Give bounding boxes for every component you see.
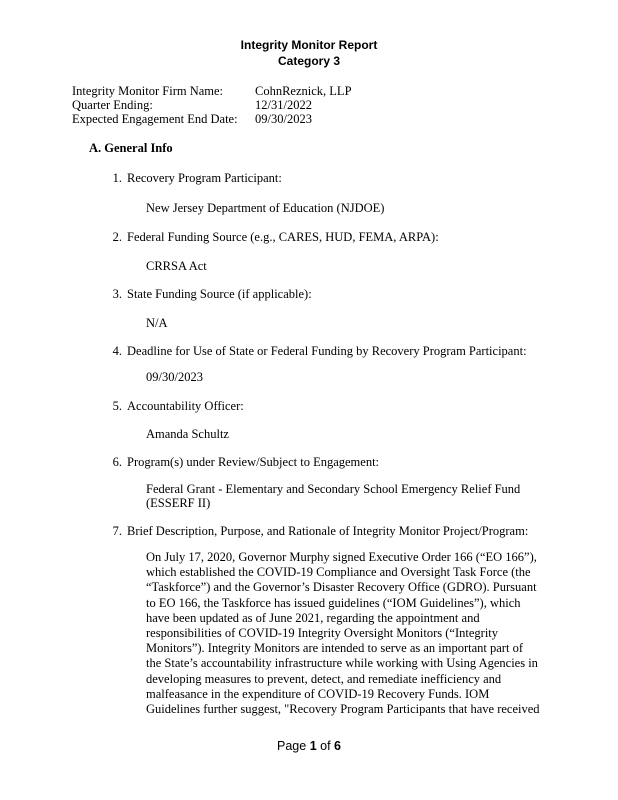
item-number: 1.: [112, 171, 122, 185]
item-answer: CRRSA Act: [146, 259, 207, 273]
item-answer: New Jersey Department of Education (NJDOE): [146, 201, 385, 215]
paragraph-line: Guidelines further suggest, "Recovery Program Participants that have received: [146, 701, 540, 716]
item-question: Brief Description, Purpose, and Rationale of Integrity Monitor Project/Program:: [127, 524, 529, 538]
item-number: 4.: [112, 344, 122, 358]
paragraph-line: the State’s accountability infrastructure while working with Using Agencies in: [146, 656, 538, 671]
page-total: 6: [334, 739, 341, 753]
item-number: 6.: [112, 455, 122, 469]
item-answer: Amanda Schultz: [146, 427, 229, 441]
page-word: Page: [277, 739, 307, 753]
report-title: Integrity Monitor Report: [240, 38, 378, 52]
item-question: Recovery Program Participant:: [127, 171, 282, 185]
item-question: Deadline for Use of State or Federal Funding by Recovery Program Participant:: [127, 344, 527, 358]
report-category: Category 3: [277, 54, 341, 68]
item-question: Federal Funding Source (e.g., CARES, HUD, FEMA, ARPA):: [127, 230, 439, 244]
quarter-ending-label: Quarter Ending:: [72, 98, 153, 112]
item-answer: Federal Grant - Elementary and Secondary School Emergency Relief Fund: [146, 482, 521, 496]
item-answer: 09/30/2023: [146, 370, 203, 384]
paragraph-line: Monitors”). Integrity Monitors are intended to serve as an important part of: [146, 641, 523, 656]
page-footer: [0, 739, 618, 753]
paragraph-line: responsibilities of COVID-19 Integrity Oversight Monitors (“Integrity: [146, 625, 499, 640]
of-word: of: [320, 739, 331, 753]
firm-name-label: Integrity Monitor Firm Name:: [72, 84, 224, 98]
paragraph-line: malfeasance in the expenditure of COVID-19 Recovery Funds. IOM: [146, 686, 490, 701]
paragraph-line: On July 17, 2020, Governor Murphy signed Executive Order 166 (“EO 166”),: [146, 550, 537, 564]
engagement-end-value: 09/30/2023: [255, 112, 312, 126]
paragraph-line: “Taskforce”) and the Governor’s Disaster Recovery Office (GDRO). Pursuant: [146, 580, 537, 595]
item-answer-continued: (ESSERF II): [146, 496, 211, 510]
item-number: 2.: [112, 230, 122, 244]
item-number: 7.: [112, 524, 122, 538]
item-question: State Funding Source (if applicable):: [127, 287, 312, 301]
description-paragraph: [146, 550, 550, 717]
paragraph-line: developing measures to prevent, detect, and remediate inefficiency and: [146, 671, 502, 686]
item-question: Accountability Officer:: [127, 399, 244, 413]
quarter-ending-value: 12/31/2022: [255, 98, 312, 112]
firm-name-value: CohnReznick, LLP: [255, 84, 352, 98]
item-question: Program(s) under Review/Subject to Engagement:: [127, 455, 380, 469]
page-current: 1: [309, 739, 317, 753]
item-number: 3.: [112, 287, 122, 301]
paragraph-line: have been updated as of June 2021, regarding the appointment and: [146, 610, 480, 625]
paragraph-line: which established the COVID-19 Compliance and Oversight Task Force (the: [146, 565, 531, 580]
paragraph-line: to EO 166, the Taskforce has issued guidelines (“IOM Guidelines”), which: [146, 595, 521, 610]
section-heading: A. General Info: [89, 141, 173, 155]
item-number: 5.: [112, 399, 122, 413]
engagement-end-label: Expected Engagement End Date:: [72, 112, 238, 126]
item-answer: N/A: [146, 316, 168, 330]
